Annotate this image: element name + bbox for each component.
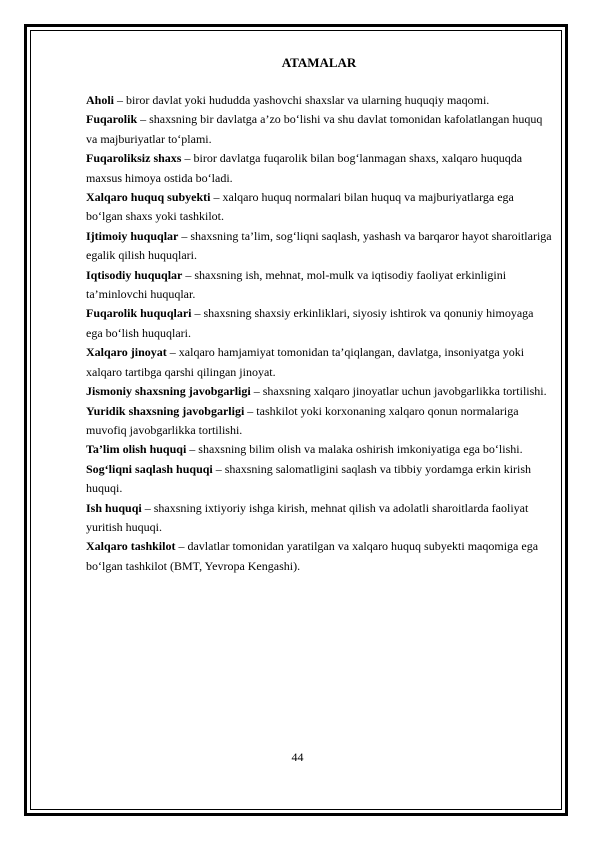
term-definition: davlatlar tomonidan yaratilgan va xalqaro huquq subyekti maqomiga ega bo‘lgan tashkilot (BMT, Yevropa Kengashi).	[86, 539, 539, 573]
term-definition: xalqaro huquq normalari bilan huquq va majburiyatlarga ega bo‘lgan shaxs yoki tashkilot.	[86, 190, 514, 224]
term-separator: –	[186, 442, 199, 457]
glossary-entry	[86, 382, 552, 401]
term-definition: xalqaro hamjamiyat tomonidan ta’qiqlangan, davlatga, insoniyatga yoki xalqaro tartibga qarshi qilingan jinoyat.	[86, 345, 525, 379]
glossary-entry	[86, 149, 552, 188]
term-separator: –	[141, 500, 154, 515]
term-separator: –	[244, 403, 257, 418]
term-name: Fuqaroliksiz shaxs	[86, 151, 182, 166]
term-separator: –	[175, 539, 188, 554]
glossary-entry	[86, 343, 552, 382]
term-definition: shaxsning ixtiyoriy ishga kirish, mehnat qilish va adolatli sharoitlarda faoliyat yuritish huquqi.	[86, 500, 529, 534]
term-name: Jismoniy shaxsning javobgarligi	[86, 384, 251, 399]
glossary-list	[86, 91, 552, 576]
term-definition: shaxsning ish, mehnat, mol-mulk va iqtisodiy faoliyat erkinligini ta’minlovchi huquqlar.	[86, 267, 507, 302]
term-separator: –	[137, 112, 150, 127]
term-name: Xalqaro jinoyat	[86, 345, 167, 360]
term-definition: shaxsning bir davlatga a’zo bo‘lishi va shu davlat tomonidan kafolatlangan huquq va majburiyatlar to‘plami.	[86, 112, 543, 146]
glossary-entry	[86, 91, 552, 110]
term-definition: biror davlat yoki hududda yashovchi shaxslar va ularning huquqiy maqomi.	[126, 93, 490, 107]
term-separator: –	[250, 384, 263, 399]
term-name: Ta’lim olish huquqi	[86, 442, 187, 457]
term-definition: shaxsning salomatligini saqlash va tibbiy yordamga erkin kirish huquqi.	[86, 461, 532, 496]
glossary-entry	[86, 440, 552, 459]
page-number: 44	[291, 750, 304, 764]
term-definition: shaxsning shaxsiy erkinliklari, siyosiy ishtirok va qonuniy himoyaga ega bo‘lish huquqlari.	[86, 306, 534, 340]
glossary-entry	[86, 110, 552, 149]
term-name: Aholi	[86, 93, 115, 107]
term-name: Xalqaro huquq subyekti	[86, 190, 211, 205]
term-definition: tashkilot yoki korxonaning xalqaro qonun normalariga muvofiq javobgarlikka tortilishi.	[86, 403, 519, 437]
term-name: Yuridik shaxsning javobgarligi	[86, 403, 245, 418]
term-separator: –	[191, 306, 204, 321]
term-separator: –	[114, 93, 127, 107]
page-content	[86, 54, 552, 576]
term-separator: –	[212, 461, 225, 476]
term-definition: biror davlatga fuqarolik bilan bog‘lanmagan shaxs, xalqaro huquqda maxsus himoya ostida bo‘ladi.	[86, 151, 523, 185]
term-separator: –	[166, 345, 179, 360]
term-definition: shaxsning xalqaro jinoyatlar uchun javobgarlikka tortilishi.	[262, 384, 547, 399]
term-separator: –	[210, 190, 223, 205]
glossary-entry	[86, 266, 552, 305]
term-definition: shaxsning bilim olish va malaka oshirish imkoniyatiga ega bo‘lishi.	[198, 442, 523, 457]
term-separator: –	[182, 267, 195, 282]
glossary-entry	[86, 227, 552, 266]
term-name: Ish huquqi	[86, 500, 142, 515]
glossary-entry	[86, 499, 552, 538]
term-name: Sog‘liqni saqlash huquqi	[86, 461, 213, 476]
page-title: ATAMALAR	[281, 55, 357, 70]
term-separator: –	[178, 228, 191, 243]
glossary-entry	[86, 304, 552, 343]
term-name: Xalqaro tashkilot	[86, 539, 176, 554]
glossary-entry	[86, 460, 552, 499]
glossary-entry	[86, 402, 552, 441]
term-name: Fuqarolik huquqlari	[86, 306, 192, 321]
term-name: Fuqarolik	[86, 112, 138, 127]
term-name: Ijtimoiy huquqlar	[86, 228, 179, 243]
term-name: Iqtisodiy huquqlar	[86, 267, 183, 282]
term-separator: –	[181, 151, 194, 166]
glossary-entry	[86, 188, 552, 227]
term-definition: shaxsning ta’lim, sog‘liqni saqlash, yashash va barqaror hayot sharoitlariga egalik qilish huquqlari.	[86, 228, 552, 263]
glossary-entry	[86, 537, 552, 576]
